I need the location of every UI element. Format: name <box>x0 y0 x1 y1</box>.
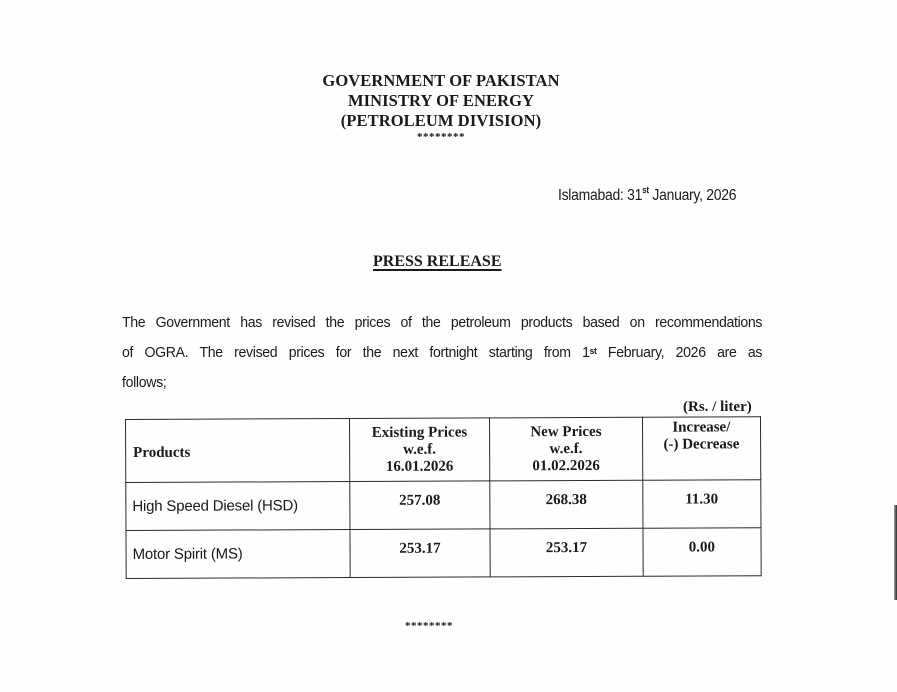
new-price-hsd: 268.38 <box>490 480 643 529</box>
header-new-line-2: w.e.f. <box>549 440 583 457</box>
body-line-2 <box>122 338 762 368</box>
table-row <box>126 480 761 531</box>
product-name-ms: Motor Spirit (MS) <box>126 530 350 579</box>
header-existing-line-3: 16.01.2026 <box>385 458 454 475</box>
body-line-2-suffix: st <box>589 346 597 356</box>
table-row <box>126 528 761 579</box>
existing-price-hsd: 257.08 <box>349 481 490 530</box>
existing-price-ms: 253.17 <box>350 529 491 578</box>
dateline <box>558 187 736 205</box>
page-title: PRESS RELEASE <box>373 253 502 270</box>
header-existing-prices <box>349 418 490 482</box>
change-hsd: 11.30 <box>642 480 761 529</box>
new-price-ms: 253.17 <box>490 528 643 577</box>
letterhead <box>300 71 582 143</box>
end-separator: ******** <box>405 620 453 632</box>
dateline-day-suffix: st <box>642 185 649 195</box>
dateline-place: Islamabad: 31 <box>558 187 643 204</box>
change-ms: 0.00 <box>643 528 762 577</box>
body-line-3: follows; <box>122 374 167 391</box>
body-line-2-start: of OGRA. The revised prices for the next fortnight starting from 1 <box>122 344 590 361</box>
letterhead-ministry: MINISTRY OF ENERGY <box>347 91 535 110</box>
price-table <box>125 416 762 579</box>
body-paragraph <box>122 308 762 398</box>
table-header-row <box>126 417 761 483</box>
letterhead-government: GOVERNMENT OF PAKISTAN <box>322 71 560 90</box>
header-new-line-3: 01.02.2026 <box>532 457 600 474</box>
body-line-2-end: February, 2026 are as <box>596 344 763 361</box>
header-existing-line-1: Existing Prices <box>371 424 468 441</box>
product-name-hsd: High Speed Diesel (HSD) <box>126 482 350 531</box>
header-new-line-1: New Prices <box>530 423 602 440</box>
letterhead-separator: ******** <box>417 131 465 143</box>
body-line-1: The Government has revised the prices of the petroleum products based on recommendations <box>122 314 763 331</box>
letterhead-division: (PETROLEUM DIVISION) <box>340 111 542 130</box>
header-change <box>642 417 761 481</box>
header-products: Products <box>126 419 350 483</box>
header-existing-line-2: w.e.f. <box>403 441 437 458</box>
unit-label: (Rs. / liter) <box>683 399 752 415</box>
header-change-line-1: Increase/ <box>672 419 731 436</box>
dateline-rest: January, 2026 <box>648 187 737 204</box>
header-change-line-2: (-) Decrease <box>663 436 740 453</box>
header-new-prices <box>490 417 643 481</box>
